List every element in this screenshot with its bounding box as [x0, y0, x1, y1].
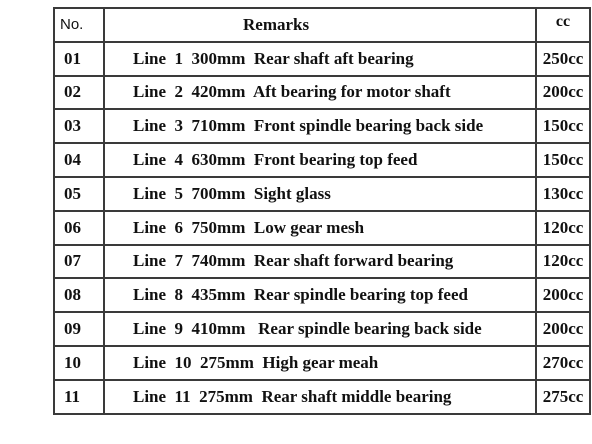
table-row	[54, 177, 590, 211]
row-remarks: Line 4 630mm Front bearing top feed	[104, 143, 536, 177]
row-cc: 200cc	[536, 312, 590, 346]
table-row	[54, 312, 590, 346]
row-cc: 120cc	[536, 211, 590, 245]
row-remarks: Line 11 275mm Rear shaft middle bearing	[104, 380, 536, 414]
header-remarks: Remarks	[104, 8, 536, 42]
row-no: 10	[54, 346, 104, 380]
lubrication-table	[53, 7, 591, 415]
row-cc: 270cc	[536, 346, 590, 380]
row-remarks: Line 5 700mm Sight glass	[104, 177, 536, 211]
row-cc: 130cc	[536, 177, 590, 211]
row-remarks: Line 8 435mm Rear spindle bearing top feed	[104, 278, 536, 312]
table-row	[54, 76, 590, 110]
header-no: No.	[54, 8, 104, 42]
table-row	[54, 143, 590, 177]
row-cc: 200cc	[536, 76, 590, 110]
row-cc: 150cc	[536, 109, 590, 143]
row-cc: 200cc	[536, 278, 590, 312]
row-no: 02	[54, 76, 104, 110]
row-remarks: Line 7 740mm Rear shaft forward bearing	[104, 245, 536, 279]
row-no: 01	[54, 42, 104, 76]
table-row	[54, 346, 590, 380]
row-no: 09	[54, 312, 104, 346]
row-no: 07	[54, 245, 104, 279]
table-row	[54, 245, 590, 279]
row-no: 05	[54, 177, 104, 211]
row-no: 06	[54, 211, 104, 245]
table-row	[54, 278, 590, 312]
header-row	[54, 8, 590, 42]
header-cc: cc	[536, 8, 590, 42]
row-remarks: Line 10 275mm High gear meah	[104, 346, 536, 380]
table-row	[54, 42, 590, 76]
row-remarks: Line 2 420mm Aft bearing for motor shaft	[104, 76, 536, 110]
table-row	[54, 380, 590, 414]
row-remarks: Line 1 300mm Rear shaft aft bearing	[104, 42, 536, 76]
row-cc: 275cc	[536, 380, 590, 414]
row-no: 11	[54, 380, 104, 414]
table-row	[54, 109, 590, 143]
row-remarks: Line 3 710mm Front spindle bearing back side	[104, 109, 536, 143]
row-cc: 120cc	[536, 245, 590, 279]
row-cc: 250cc	[536, 42, 590, 76]
row-no: 04	[54, 143, 104, 177]
row-no: 03	[54, 109, 104, 143]
row-remarks: Line 9 410mm Rear spindle bearing back side	[104, 312, 536, 346]
table-row	[54, 211, 590, 245]
row-cc: 150cc	[536, 143, 590, 177]
row-remarks: Line 6 750mm Low gear mesh	[104, 211, 536, 245]
row-no: 08	[54, 278, 104, 312]
